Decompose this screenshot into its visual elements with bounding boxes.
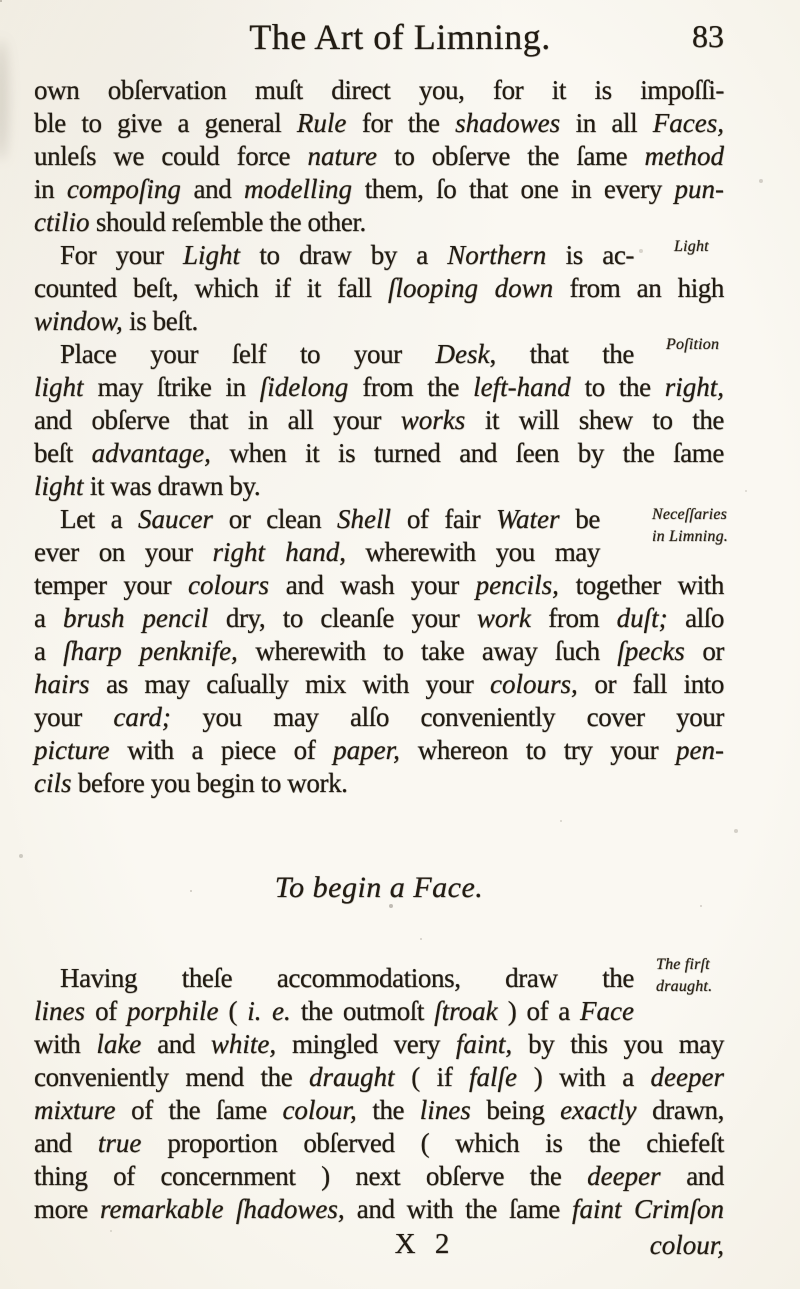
roman-text: ever on your (34, 537, 213, 567)
margin-note-line: Neceſſaries (652, 506, 728, 523)
roman-text: own obſervation muſt direct you, for it is impoſſi- (34, 75, 724, 105)
italic-text: porphile (126, 996, 219, 1026)
italic-text: brush pencil (63, 603, 209, 633)
paragraph (34, 503, 724, 800)
italic-text: ctilio (34, 207, 90, 237)
roman-text: a (34, 603, 64, 633)
italic-text: white, (210, 1029, 277, 1059)
roman-text: to the (570, 372, 665, 402)
paragraph (34, 239, 724, 338)
text-line (34, 1193, 724, 1226)
roman-text: ble to give a general (34, 108, 297, 138)
italic-text: ſlooping down (387, 273, 554, 303)
text-line (34, 668, 724, 701)
roman-text: together with (558, 570, 725, 600)
italic-text: left-hand (473, 372, 571, 402)
roman-text: being (470, 1095, 561, 1125)
roman-text: should reſemble the other. (89, 207, 366, 237)
roman-text: before you begin to work. (71, 768, 348, 798)
italic-text: cils (34, 768, 72, 798)
italic-text: Rule (296, 108, 347, 138)
italic-text: faint Crimſon (571, 1194, 724, 1224)
roman-text: as may caſually mix with your (89, 669, 490, 699)
roman-text: when it is turned and ſeen by the ſame (210, 438, 724, 468)
roman-text: For your (60, 240, 183, 270)
italic-text: ſpecks (617, 636, 685, 666)
italic-text: deeper (650, 1062, 724, 1092)
italic-text: colour, (282, 1095, 357, 1125)
italic-text: faint, (455, 1029, 513, 1059)
italic-text: hairs (34, 669, 90, 699)
page-title: The Art of Limning. (249, 17, 551, 57)
body-text (34, 74, 724, 800)
roman-text: of the ſame (115, 1095, 283, 1125)
italic-text: remarkable ſhadowes, (99, 1194, 345, 1224)
roman-text: ) of a (497, 996, 581, 1026)
text-line (34, 371, 724, 404)
roman-text: and (141, 1029, 211, 1059)
roman-text: beſt (34, 438, 92, 468)
roman-text: the (356, 1095, 420, 1125)
text-line (34, 140, 724, 173)
italic-text: Desk (435, 339, 490, 369)
italic-text: Faces, (652, 108, 724, 138)
roman-text: be (559, 504, 600, 534)
italic-text: nature (307, 141, 377, 171)
text-line (34, 1061, 724, 1094)
roman-text: whereon to try your (399, 735, 677, 765)
roman-text: unleſs we could force (34, 141, 308, 171)
text-line (34, 1094, 724, 1127)
text-line (34, 602, 724, 635)
paragraph (34, 962, 724, 1226)
margin-note-position: Poſition (666, 336, 720, 353)
signature-mark: X 2 (394, 1228, 456, 1260)
margin-note-necessaries (652, 504, 728, 548)
italic-text: light (34, 372, 84, 402)
italic-text: advantage, (91, 438, 211, 468)
text-line (34, 1160, 724, 1193)
roman-text: thing of concernment ) next obſerve the (34, 1161, 588, 1191)
margin-note-line: draught. (656, 978, 713, 995)
italic-text: draught (309, 1062, 395, 1092)
text-line (34, 962, 634, 995)
roman-text: is ac- (546, 240, 635, 270)
roman-text: in (34, 174, 67, 204)
roman-text: it will shew to the (465, 405, 724, 435)
italic-text: colours (187, 570, 269, 600)
roman-text: or clean (212, 504, 338, 534)
italic-text: card; (113, 702, 171, 732)
roman-text: by this you may (512, 1029, 724, 1059)
italic-text: ſtroak (434, 996, 498, 1026)
roman-text: and (34, 1128, 98, 1158)
roman-text: Let a (60, 504, 138, 534)
page-number: 83 (692, 18, 724, 54)
italic-text: colours, (490, 669, 578, 699)
italic-text: right hand (212, 537, 340, 567)
text-line (34, 734, 724, 767)
roman-text: more (34, 1194, 100, 1224)
italic-text: compoſing (66, 174, 181, 204)
italic-text: Shell (337, 504, 392, 534)
text-line (34, 305, 724, 338)
roman-text: from (530, 603, 617, 633)
italic-text: shadowes (455, 108, 561, 138)
text-line (34, 74, 724, 107)
roman-text: wherewith to take away ſuch (237, 636, 618, 666)
roman-text: with a piece of (109, 735, 334, 765)
text-line (34, 1028, 724, 1061)
italic-text: pencils, (475, 570, 559, 600)
roman-text: ( (218, 996, 248, 1026)
roman-text: alſo (667, 603, 724, 633)
text-line (34, 995, 634, 1028)
roman-text: temper your (34, 570, 188, 600)
italic-text: pun- (674, 174, 724, 204)
italic-text: picture (34, 735, 110, 765)
roman-text: to obſerve the ſame (376, 141, 645, 171)
roman-text: of (85, 996, 127, 1026)
italic-text: lake (96, 1029, 142, 1059)
roman-text: Place your ſelf to your (60, 339, 436, 369)
text-line (34, 239, 634, 272)
roman-text: from an high (553, 273, 725, 303)
roman-text: dry, to cleanſe your (208, 603, 477, 633)
roman-text: it was drawn by. (83, 471, 261, 501)
text-line (34, 569, 724, 602)
italic-text: lines (34, 996, 85, 1026)
roman-text: or fall into (577, 669, 724, 699)
italic-text: ſidelong (259, 372, 349, 402)
roman-text: conveniently mend the (34, 1062, 310, 1092)
italic-text: deeper (587, 1161, 661, 1191)
italic-text: exactly (560, 1095, 637, 1125)
roman-text: a (34, 636, 64, 666)
roman-text: and with the ſame (344, 1194, 572, 1224)
text-line (34, 470, 724, 503)
margin-note-line: in Limning. (652, 528, 728, 545)
margin-note-light: Light (674, 238, 709, 255)
roman-text: the outmoſt (290, 996, 435, 1026)
catchword: colour, (649, 1230, 724, 1260)
roman-text: of fair (391, 504, 496, 534)
roman-text: mingled very (276, 1029, 456, 1059)
italic-text: i. e. (247, 996, 291, 1026)
text-line (34, 404, 724, 437)
roman-text: , that the (489, 339, 634, 369)
text-line (34, 503, 600, 536)
italic-text: lines (419, 1095, 471, 1125)
italic-text: falſe (469, 1062, 518, 1092)
roman-text: and (660, 1161, 724, 1191)
section-heading: To begin a Face. (274, 871, 484, 904)
margin-note-first-draught (656, 954, 712, 998)
roman-text: drawn, (636, 1095, 725, 1125)
italic-text: work (476, 603, 531, 633)
italic-text: paper, (333, 735, 400, 765)
roman-text: to draw by a (240, 240, 448, 270)
text-line (34, 272, 724, 305)
text-line (34, 1127, 724, 1160)
italic-text: Light (182, 240, 240, 270)
roman-text: or (684, 636, 725, 666)
page-footer (34, 1228, 724, 1268)
roman-text: and wash your (268, 570, 476, 600)
italic-text: light (34, 471, 84, 501)
roman-text: counted beſt, which if it fall (34, 273, 388, 303)
italic-text: duſt; (616, 603, 668, 633)
roman-text: is beſt. (122, 306, 198, 336)
margin-note-line: The firſt (656, 956, 710, 973)
roman-text: Having theſe accommodations, draw the (60, 963, 634, 993)
roman-text: in all (560, 108, 653, 138)
italic-text: mixture (34, 1095, 116, 1125)
italic-text: modelling (244, 174, 353, 204)
roman-text: ( if (394, 1062, 470, 1092)
roman-text: from the (348, 372, 474, 402)
roman-text: proportion obſerved ( which is the chiefeſt (141, 1128, 725, 1158)
text-line (34, 536, 600, 569)
roman-text: , wherewith you may (339, 537, 600, 567)
italic-text: right, (664, 372, 724, 402)
italic-text: window, (34, 306, 123, 336)
roman-text: with (34, 1029, 97, 1059)
text-line (34, 338, 634, 371)
italic-text: pen- (676, 735, 724, 765)
text-line (34, 206, 724, 239)
italic-text: ſharp penknife, (63, 636, 238, 666)
running-header (0, 16, 800, 62)
italic-text: Water (495, 504, 560, 534)
text-line (34, 437, 724, 470)
roman-text: ) with a (517, 1062, 651, 1092)
italic-text: Saucer (137, 504, 213, 534)
text-line (34, 701, 724, 734)
roman-text: you may alſo conveniently cover your (170, 702, 724, 732)
text-line (34, 635, 724, 668)
roman-text: and (180, 174, 245, 204)
roman-text: your (34, 702, 114, 732)
paragraph (34, 338, 724, 503)
paper-specks (0, 0, 2, 2)
text-line (34, 173, 724, 206)
paragraph (34, 74, 724, 239)
italic-text: method (644, 141, 724, 171)
text-line (34, 107, 724, 140)
roman-text: for the (346, 108, 456, 138)
roman-text: and obſerve that in all your (34, 405, 401, 435)
text-column (34, 74, 724, 1226)
roman-text: them, ſo that one in every (352, 174, 675, 204)
italic-text: works (400, 405, 466, 435)
italic-text: true (97, 1128, 142, 1158)
text-line (34, 767, 724, 800)
italic-text: Face (580, 996, 634, 1026)
roman-text: may ſtrike in (83, 372, 260, 402)
italic-text: Northern (447, 240, 547, 270)
